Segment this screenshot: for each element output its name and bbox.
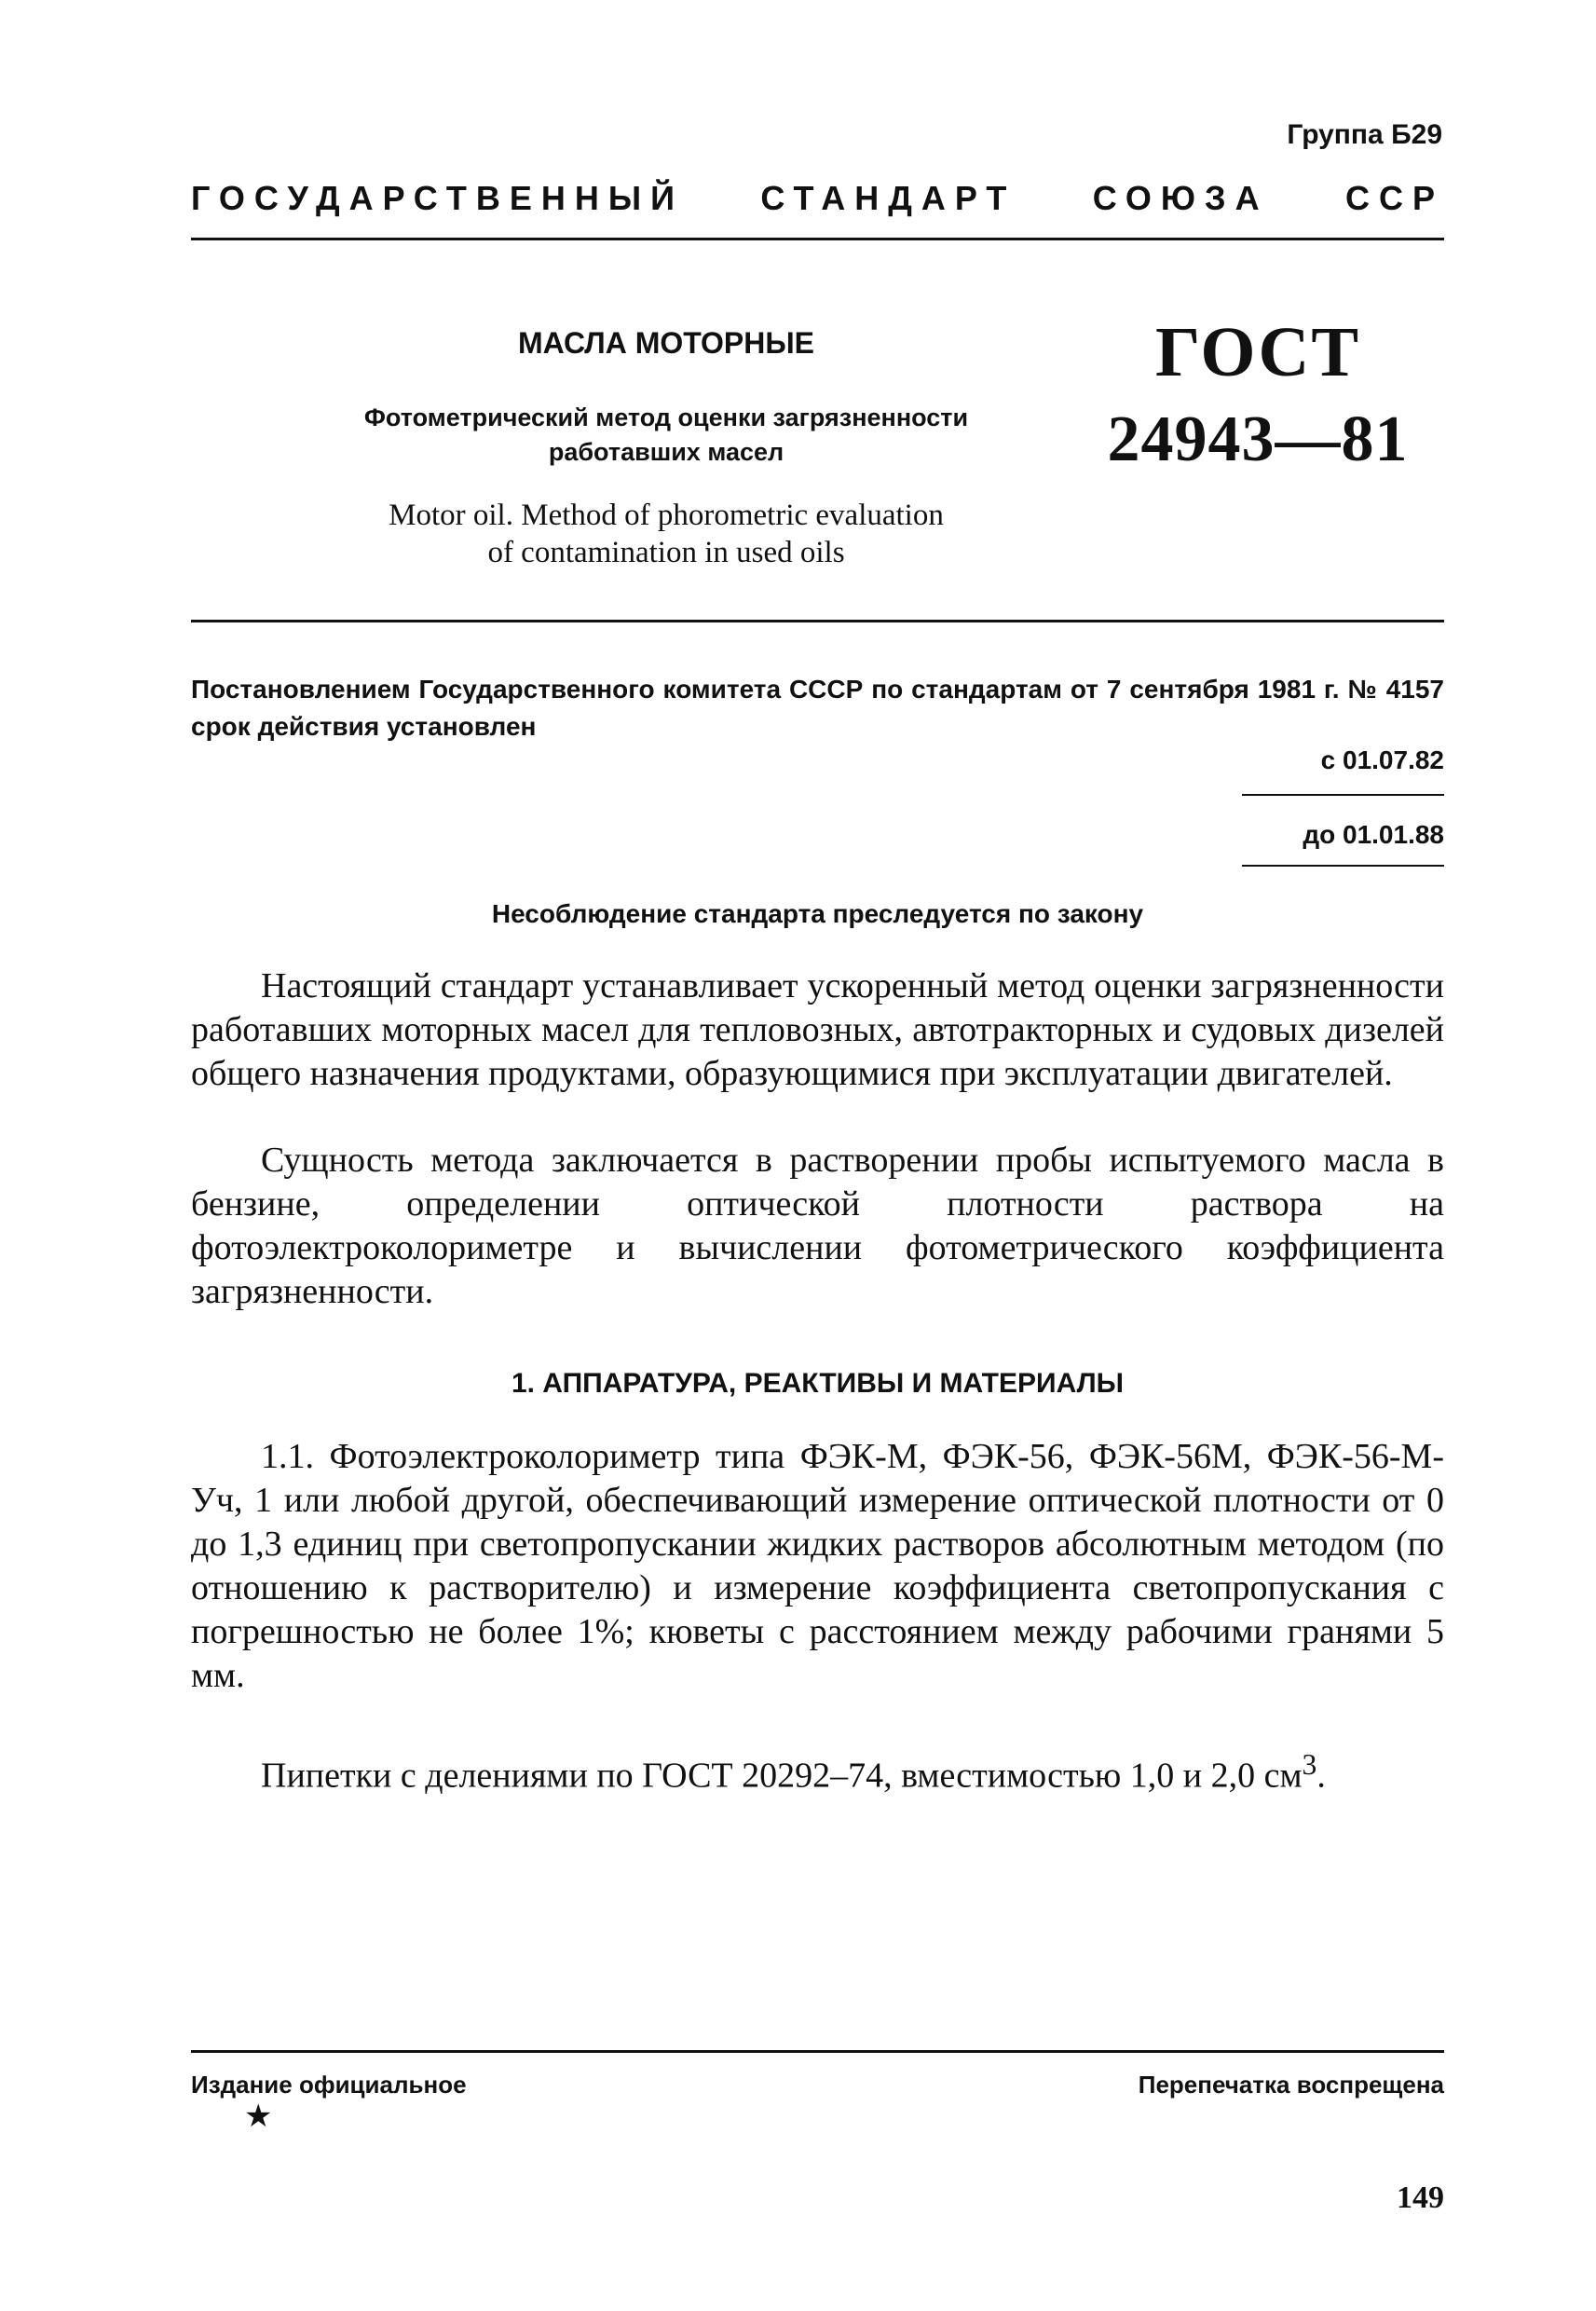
edition-label: Издание официальное [191, 2071, 467, 2099]
section-heading: 1. АППАРАТУРА, РЕАКТИВЫ И МАТЕРИАЛЫ [511, 1368, 1125, 1399]
pipettes-paragraph [191, 1743, 1444, 1798]
star-icon: ★ [244, 2099, 273, 2134]
header-word: ССР [1344, 179, 1444, 217]
header-word: СТАНДАРТ [760, 179, 1016, 217]
intro-paragraph: Настоящий стандарт устанавливает ускоренный метод оценки загрязненности работавших моторных масел для тепловозных, автотракторных и судовых дизелей общего назначения продуктами, образующимися при эксплуатации двигателей. [191, 966, 1444, 1093]
footer-divider [191, 2050, 1444, 2053]
gost-label: ГОСТ [1154, 313, 1361, 391]
title-en-line: Motor oil. Method of phorometric evaluation [389, 499, 944, 532]
gost-number: 24943—81 [1107, 403, 1409, 475]
document-title-en [261, 497, 1071, 571]
document-subtitle-ru [261, 401, 1071, 470]
clause-1-1: 1.1. Фотоэлектроколориметр типа ФЭК-М, ФЭК-56, ФЭК-56М, ФЭК-56-М-Уч, 1 или любой другой, обеспечивающий измерение оптической плотности от 0 до 1,3 единиц при светопропускании жидких растворов абсолютным методом (по отношению к растворителю) и измерение коэффициента светопропускания с погрешностью не более 1%; кюветы с расстоянием между рабочими гранями 5 мм. [191, 1437, 1444, 1695]
divider [191, 620, 1444, 622]
valid-from-date: с 01.07.82 [1320, 745, 1444, 774]
subtitle-line: Фотометрический метод оценки загрязненности [363, 403, 969, 431]
pipettes-end: . [1316, 1756, 1326, 1796]
group-label: Группа Б29 [1287, 119, 1442, 150]
subtitle-line: работавших масел [548, 438, 784, 466]
valid-to-date: до 01.01.88 [1303, 820, 1444, 849]
pipettes-text: Пипетки с делениями по ГОСТ 20292–74, вместимостью 1,0 и 2,0 см [261, 1756, 1303, 1796]
date-underline [1242, 865, 1444, 867]
unit-superscript: 3 [1302, 1748, 1317, 1781]
document-title-ru: МАСЛА МОТОРНЫЕ [517, 326, 815, 360]
page-number: 149 [1397, 2181, 1444, 2215]
decree-text: Постановлением Государственного комитета СССР по стандартам от 7 сентября 1981 г. № 4157 срок действия установлен [191, 675, 1444, 741]
divider [191, 238, 1444, 240]
state-standard-header [191, 179, 1444, 218]
compliance-note: Несоблюдение стандарта преследуется по закону [491, 899, 1144, 928]
header-word: СОЮЗА [1092, 179, 1269, 217]
reprint-notice: Перепечатка воспрещена [1138, 2071, 1444, 2099]
header-word: ГОСУДАРСТВЕННЫЙ [191, 179, 685, 217]
essence-paragraph: Сущность метода заключается в растворении пробы испытуемого масла в бензине, определении оптической плотности раствора на фотоэлектроколориметре и вычислении фотометрического коэффициента загрязненности. [191, 1141, 1444, 1311]
date-underline [1242, 794, 1444, 796]
title-en-line: of contamination in used oils [487, 536, 845, 569]
